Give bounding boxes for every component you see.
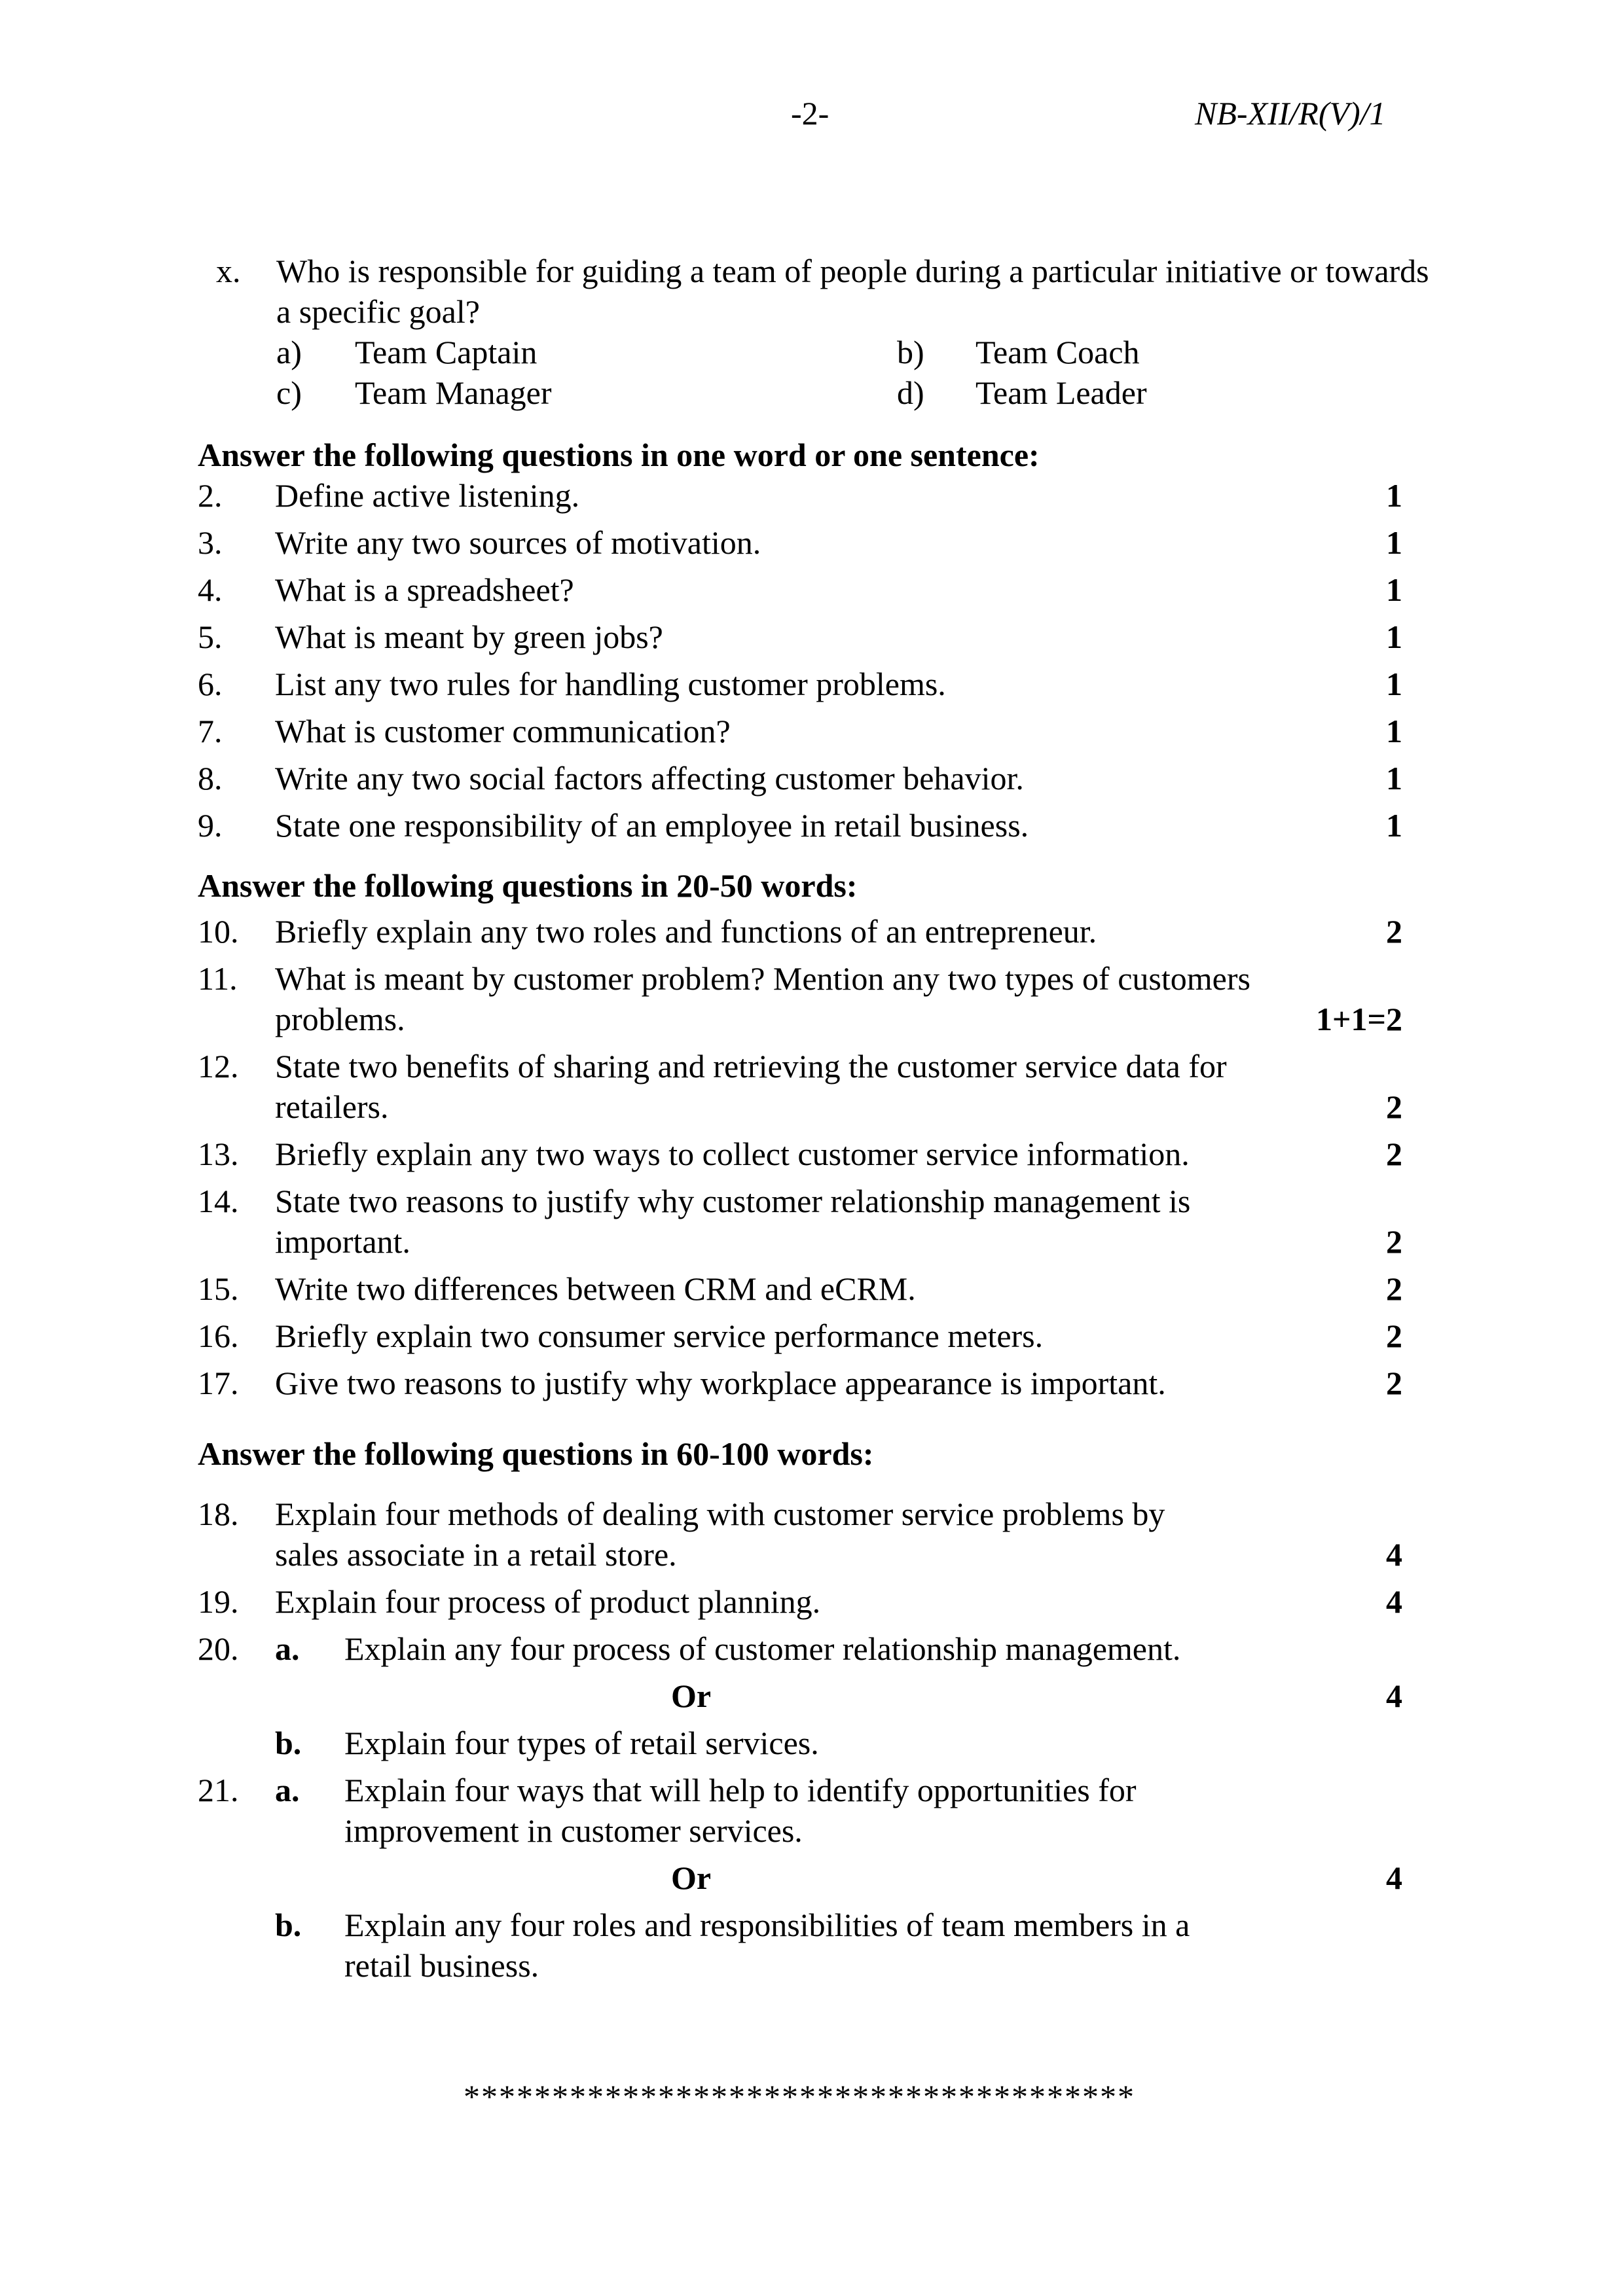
section-title: Answer the following questions in one word or one sentence: <box>198 437 1040 473</box>
question-18: 18. Explain four methods of dealing with customer service problems by sales associate in a retail store. 4 <box>198 1494 1402 1581</box>
marks: 2 <box>1386 1318 1402 1354</box>
question-6: 6. List any two rules for handling customer problems. 1 <box>198 664 1402 711</box>
section-60-100-words <box>198 1433 1402 1992</box>
question-7: 7. What is customer communication? 1 <box>198 711 1402 758</box>
section-one-word <box>198 435 1402 852</box>
question-2: 2. Define active listening. 1 <box>198 475 1402 522</box>
question-12: 12. State two benefits of sharing and retrieving the customer service data for retailers. 2 <box>198 1046 1402 1134</box>
marks: 4 <box>1386 1583 1402 1620</box>
marks: 1 <box>1386 524 1402 561</box>
section-title: Answer the following questions in 60-100 words: <box>198 1435 874 1472</box>
marks: 4 <box>1386 1677 1402 1714</box>
question-20: 20. a. Explain any four process of customer relationship management. Or 4 b. Explain four types of retail services. <box>198 1628 1402 1770</box>
question-14: 14. State two reasons to justify why customer relationship management is important. 2 <box>198 1181 1402 1268</box>
mcq-options: a) Team Captain b) Team Coach c) Team Manager d) Team Leader <box>276 334 1147 411</box>
section-title: Answer the following questions in 20-50 words: <box>198 867 858 904</box>
question-13: 13. Briefly explain any two ways to collect customer service information. 2 <box>198 1134 1402 1181</box>
marks: 1 <box>1386 619 1402 655</box>
question-20-a: a. Explain any four process of customer relationship management. <box>275 1630 1181 1667</box>
question-5: 5. What is meant by green jobs? 1 <box>198 617 1402 664</box>
question-20-b: b. Explain four types of retail services. <box>275 1725 819 1761</box>
question-11: 11. What is meant by customer problem? Mention any two types of customers problems. 1+1=2 <box>198 958 1402 1046</box>
mcq-question-x <box>216 251 1434 413</box>
marks: 1 <box>1386 713 1402 749</box>
marks: 2 <box>1386 913 1402 950</box>
end-of-paper-stars: ************************************** <box>464 2078 1135 2115</box>
marks: 4 <box>1386 1859 1402 1896</box>
marks: 1 <box>1386 807 1402 844</box>
marks: 2 <box>1386 1365 1402 1401</box>
question-17: 17. Give two reasons to justify why workplace appearance is important. 2 <box>198 1363 1402 1410</box>
question-21-a: a. Explain four ways that will help to identify opportunities for improvement in customer services. <box>275 1772 1137 1849</box>
paper-code: NB-XII/R(V)/1 <box>1195 95 1386 132</box>
question-21-b: b. Explain any four roles and responsibilities of team members in a retail business. <box>275 1907 1190 1984</box>
marks: 1+1=2 <box>1316 1001 1402 1037</box>
marks: 2 <box>1386 1136 1402 1172</box>
marks: 1 <box>1386 477 1402 514</box>
question-4: 4. What is a spreadsheet? 1 <box>198 569 1402 617</box>
or-divider: Or 4 <box>275 1676 1402 1723</box>
question-9: 9. State one responsibility of an employee in retail business. 1 <box>198 805 1402 852</box>
question-label: x. <box>216 253 241 289</box>
question-8: 8. Write any two social factors affecting customer behavior. 1 <box>198 758 1402 805</box>
marks: 4 <box>1386 1536 1402 1573</box>
question-text: Who is responsible for guiding a team of people during a particular initiative or towards a specific goal? <box>276 253 1429 330</box>
page-number: -2- <box>791 95 830 132</box>
question-16: 16. Briefly explain two consumer service performance meters. 2 <box>198 1316 1402 1363</box>
question-21: 21. a. Explain four ways that will help to identify opportunities for improvement in customer services. Or 4 b. Explain any four roles and responsibilities of team members in a retail business. <box>198 1770 1402 1992</box>
marks: 2 <box>1386 1223 1402 1260</box>
marks: 2 <box>1386 1270 1402 1307</box>
marks: 1 <box>1386 666 1402 702</box>
question-15: 15. Write two differences between CRM and eCRM. 2 <box>198 1268 1402 1316</box>
question-10: 10. Briefly explain any two roles and functions of an entrepreneur. 2 <box>198 911 1402 958</box>
section-20-50-words <box>198 865 1402 1410</box>
marks: 2 <box>1386 1088 1402 1125</box>
marks: 1 <box>1386 760 1402 797</box>
or-divider: Or 4 <box>275 1857 1402 1905</box>
marks: 1 <box>1386 571 1402 608</box>
question-19: 19. Explain four process of product planning. 4 <box>198 1581 1402 1628</box>
question-3: 3. Write any two sources of motivation. 1 <box>198 522 1402 569</box>
